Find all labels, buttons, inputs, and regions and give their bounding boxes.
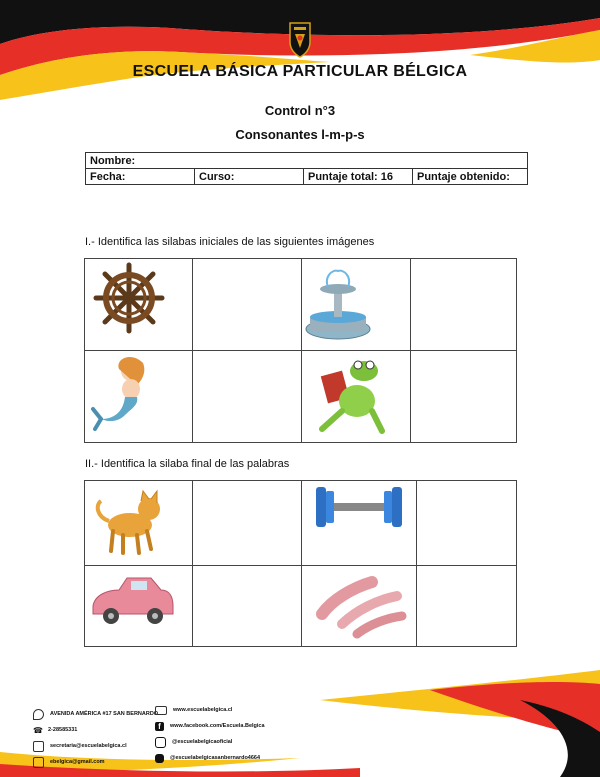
school-crest-icon	[289, 22, 311, 58]
document-title: Control n°3	[264, 103, 336, 118]
footer-contacts-left	[33, 706, 158, 770]
answer-cell[interactable]	[193, 259, 302, 351]
image-cell	[85, 351, 193, 443]
document-subtitle: Consonantes l-m-p-s	[235, 127, 365, 142]
fountain-image	[302, 259, 410, 345]
total-score-cell: Puntaje total: 16	[304, 169, 413, 185]
footer-email-secretaria[interactable]: secretaria@escuelabelgica.cl	[50, 743, 127, 749]
answer-cell[interactable]	[417, 566, 517, 647]
footer-address: AVENIDA AMÉRICA #17 SAN BERNARDO	[50, 711, 159, 717]
sausages-image	[302, 566, 416, 641]
answer-cell[interactable]	[193, 481, 302, 566]
footer-phone: 2-28585331	[48, 727, 78, 733]
answer-cell[interactable]	[411, 259, 517, 351]
course-field[interactable]: Curso:	[195, 169, 304, 185]
facebook-icon: f	[155, 722, 164, 731]
school-name: ESCUELA BÁSICA PARTICULAR BÉLGICA	[132, 63, 468, 80]
image-cell	[85, 259, 193, 351]
youtube-icon	[155, 754, 164, 763]
ship-wheel-image	[85, 259, 192, 345]
website-icon	[155, 706, 167, 715]
section2-instruction: II.- Identifica la silaba final de las palabras	[85, 458, 290, 470]
section2-grid	[84, 480, 517, 647]
image-cell	[302, 259, 411, 351]
mail-icon	[33, 741, 44, 752]
footer-website[interactable]: www.escuelabelgica.cl	[173, 707, 233, 713]
car-image	[85, 566, 192, 641]
section1-instruction: I.- Identifica las silabas iniciales de las siguientes imágenes	[85, 236, 375, 248]
frog-reading-book-image	[302, 351, 410, 437]
location-icon	[33, 709, 44, 720]
footer-youtube[interactable]: @escuelabelgicasanbernardo4664	[170, 755, 261, 761]
footer-instagram[interactable]: @escuelabelgicaoficial	[172, 739, 233, 745]
mail-icon	[33, 757, 44, 768]
image-cell	[302, 566, 417, 647]
answer-cell[interactable]	[411, 351, 517, 443]
footer-contacts-right	[155, 702, 265, 766]
name-field[interactable]: Nombre:	[86, 153, 528, 169]
mermaid-image	[85, 351, 192, 437]
footer-facebook[interactable]: www.facebook.com/Escuela.Belgica	[170, 723, 265, 729]
image-cell	[302, 481, 417, 566]
image-cell	[85, 481, 193, 566]
obtained-score-field[interactable]: Puntaje obtenido:	[413, 169, 528, 185]
student-info-table	[85, 152, 528, 185]
dumbbell-image	[302, 481, 416, 560]
footer-email-gmail[interactable]: ebelgica@gmail.com	[50, 759, 105, 765]
answer-cell[interactable]	[193, 566, 302, 647]
cat-image	[85, 481, 192, 560]
instagram-icon	[155, 737, 166, 748]
date-field[interactable]: Fecha:	[86, 169, 195, 185]
answer-cell[interactable]	[193, 351, 302, 443]
image-cell	[302, 351, 411, 443]
section1-grid	[84, 258, 517, 443]
phone-icon: ☎	[33, 725, 43, 735]
image-cell	[85, 566, 193, 647]
answer-cell[interactable]	[417, 481, 517, 566]
